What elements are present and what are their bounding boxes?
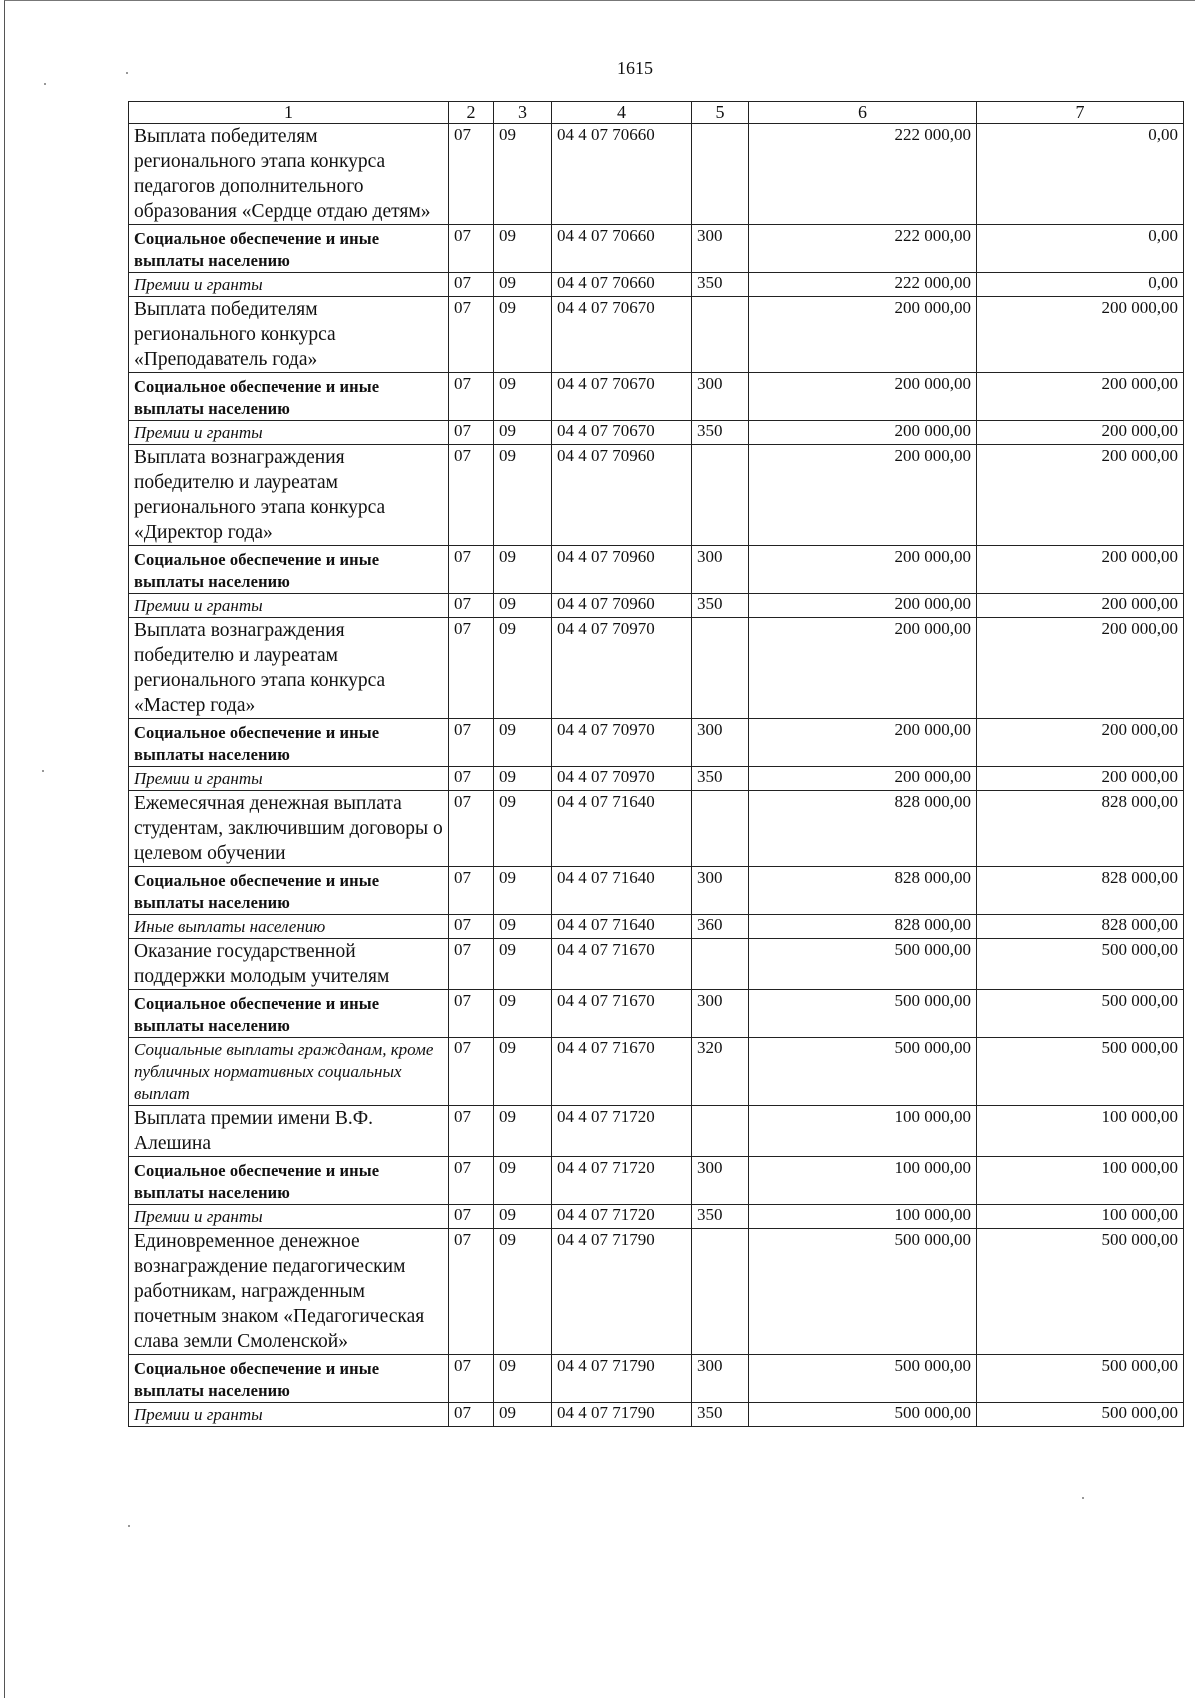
amount-col6: 200 000,00 [749,618,977,719]
subsection-code: 09 [494,273,552,297]
subsection-code: 09 [494,373,552,421]
amount-col7: 200 000,00 [977,546,1184,594]
section-code: 07 [449,915,494,939]
amount-col7: 200 000,00 [977,445,1184,546]
amount-col6: 200 000,00 [749,373,977,421]
amount-col6: 828 000,00 [749,791,977,867]
scan-speck [128,1525,130,1527]
table-row [129,1038,1184,1106]
amount-col7: 200 000,00 [977,618,1184,719]
section-code: 07 [449,1355,494,1403]
column-header: 3 [494,102,552,124]
section-code: 07 [449,1038,494,1106]
table-row [129,373,1184,421]
target-article-code: 04 4 07 71640 [552,791,692,867]
amount-col6: 828 000,00 [749,867,977,915]
amount-col7: 828 000,00 [977,915,1184,939]
amount-col7: 0,00 [977,273,1184,297]
amount-col6: 100 000,00 [749,1106,977,1157]
amount-col7: 500 000,00 [977,1229,1184,1355]
section-code: 07 [449,1229,494,1355]
amount-col6: 222 000,00 [749,225,977,273]
expense-type-code [692,1106,749,1157]
amount-col6: 200 000,00 [749,767,977,791]
expense-type-code [692,791,749,867]
column-header: 7 [977,102,1184,124]
subsection-code: 09 [494,445,552,546]
target-article-code: 04 4 07 71720 [552,1157,692,1205]
target-article-code: 04 4 07 70660 [552,124,692,225]
amount-col7: 100 000,00 [977,1106,1184,1157]
section-code: 07 [449,297,494,373]
amount-col7: 0,00 [977,124,1184,225]
amount-col7: 100 000,00 [977,1157,1184,1205]
section-code: 07 [449,421,494,445]
expense-type-code: 360 [692,915,749,939]
row-name: Выплата победителям регионального конкурса «Преподаватель года» [129,297,449,373]
target-article-code: 04 4 07 70670 [552,297,692,373]
expense-type-code [692,939,749,990]
subsection-code: 09 [494,719,552,767]
row-name: Социальное обеспечение и иные выплаты населению [129,990,449,1038]
target-article-code: 04 4 07 70670 [552,421,692,445]
table-row [129,867,1184,915]
table-body [129,124,1184,1427]
subsection-code: 09 [494,1403,552,1427]
table-row [129,421,1184,445]
column-header: 4 [552,102,692,124]
amount-col6: 200 000,00 [749,421,977,445]
expense-type-code: 300 [692,719,749,767]
row-name: Социальное обеспечение и иные выплаты населению [129,719,449,767]
subsection-code: 09 [494,225,552,273]
expense-type-code: 300 [692,225,749,273]
table-row [129,594,1184,618]
amount-col7: 500 000,00 [977,990,1184,1038]
row-name: Выплата вознаграждения победителю и лауреатам регионального этапа конкурса «Мастер года» [129,618,449,719]
scan-speck [42,770,44,772]
amount-col6: 500 000,00 [749,990,977,1038]
subsection-code: 09 [494,1355,552,1403]
expense-type-code: 320 [692,1038,749,1106]
section-code: 07 [449,990,494,1038]
row-name: Социальное обеспечение и иные выплаты населению [129,225,449,273]
table-row [129,297,1184,373]
expense-type-code [692,124,749,225]
amount-col6: 500 000,00 [749,939,977,990]
row-name: Социальное обеспечение и иные выплаты населению [129,1157,449,1205]
table-row [129,445,1184,546]
amount-col7: 828 000,00 [977,791,1184,867]
amount-col7: 200 000,00 [977,594,1184,618]
target-article-code: 04 4 07 71640 [552,915,692,939]
target-article-code: 04 4 07 70960 [552,546,692,594]
amount-col7: 200 000,00 [977,373,1184,421]
subsection-code: 09 [494,867,552,915]
table-row [129,273,1184,297]
row-name: Премии и гранты [129,1205,449,1229]
subsection-code: 09 [494,546,552,594]
row-name: Выплата премии имени В.Ф. Алешина [129,1106,449,1157]
amount-col7: 200 000,00 [977,767,1184,791]
amount-col7: 0,00 [977,225,1184,273]
amount-col6: 200 000,00 [749,719,977,767]
target-article-code: 04 4 07 71720 [552,1106,692,1157]
expense-type-code: 350 [692,1403,749,1427]
amount-col6: 100 000,00 [749,1157,977,1205]
target-article-code: 04 4 07 71720 [552,1205,692,1229]
subsection-code: 09 [494,791,552,867]
amount-col6: 500 000,00 [749,1403,977,1427]
expense-type-code: 350 [692,594,749,618]
expense-type-code: 350 [692,767,749,791]
table-row [129,618,1184,719]
section-code: 07 [449,939,494,990]
row-name: Ежемесячная денежная выплата студентам, заключившим договоры о целевом обучении [129,791,449,867]
target-article-code: 04 4 07 70970 [552,767,692,791]
subsection-code: 09 [494,767,552,791]
scan-speck [1082,1497,1084,1499]
target-article-code: 04 4 07 71790 [552,1403,692,1427]
table-row [129,767,1184,791]
amount-col7: 100 000,00 [977,1205,1184,1229]
amount-col6: 200 000,00 [749,546,977,594]
subsection-code: 09 [494,939,552,990]
amount-col6: 200 000,00 [749,594,977,618]
row-name: Премии и гранты [129,594,449,618]
expense-type-code: 300 [692,867,749,915]
row-name: Премии и гранты [129,421,449,445]
row-name: Социальное обеспечение и иные выплаты населению [129,1355,449,1403]
row-name: Оказание государственной поддержки молодым учителям [129,939,449,990]
subsection-code: 09 [494,421,552,445]
page-number: 1615 [617,58,653,78]
target-article-code: 04 4 07 70970 [552,719,692,767]
target-article-code: 04 4 07 71670 [552,1038,692,1106]
row-name: Единовременное денежное вознаграждение педагогическим работникам, награжденным почетным знаком «Педагогическая слава земли Смоленской» [129,1229,449,1355]
subsection-code: 09 [494,1038,552,1106]
section-code: 07 [449,273,494,297]
section-code: 07 [449,1106,494,1157]
table-row [129,1205,1184,1229]
amount-col6: 100 000,00 [749,1205,977,1229]
target-article-code: 04 4 07 71670 [552,939,692,990]
target-article-code: 04 4 07 71640 [552,867,692,915]
section-code: 07 [449,791,494,867]
subsection-code: 09 [494,124,552,225]
target-article-code: 04 4 07 70660 [552,225,692,273]
amount-col7: 500 000,00 [977,1403,1184,1427]
table-row [129,225,1184,273]
amount-col7: 200 000,00 [977,297,1184,373]
row-name: Социальное обеспечение и иные выплаты населению [129,546,449,594]
table-row [129,1229,1184,1355]
amount-col6: 828 000,00 [749,915,977,939]
amount-col7: 200 000,00 [977,421,1184,445]
table-row [129,124,1184,225]
row-name: Социальные выплаты гражданам, кроме публичных нормативных социальных выплат [129,1038,449,1106]
subsection-code: 09 [494,1229,552,1355]
section-code: 07 [449,1403,494,1427]
column-header: 6 [749,102,977,124]
row-name: Выплата победителям регионального этапа конкурса педагогов дополнительного образования «Сердце отдаю детям» [129,124,449,225]
expense-type-code: 300 [692,990,749,1038]
amount-col6: 222 000,00 [749,273,977,297]
expense-type-code: 350 [692,1205,749,1229]
table-row [129,1403,1184,1427]
amount-col6: 200 000,00 [749,445,977,546]
table-row [129,1157,1184,1205]
target-article-code: 04 4 07 71670 [552,990,692,1038]
row-name: Социальное обеспечение и иные выплаты населению [129,373,449,421]
target-article-code: 04 4 07 70970 [552,618,692,719]
section-code: 07 [449,1205,494,1229]
row-name: Премии и гранты [129,767,449,791]
amount-col7: 500 000,00 [977,1038,1184,1106]
row-name: Иные выплаты населению [129,915,449,939]
expense-type-code: 300 [692,546,749,594]
subsection-code: 09 [494,1205,552,1229]
expense-type-code: 300 [692,1157,749,1205]
subsection-code: 09 [494,297,552,373]
column-header-row [129,102,1184,124]
section-code: 07 [449,594,494,618]
section-code: 07 [449,618,494,719]
section-code: 07 [449,1157,494,1205]
table-row [129,915,1184,939]
subsection-code: 09 [494,915,552,939]
column-header: 1 [129,102,449,124]
section-code: 07 [449,719,494,767]
table-row [129,719,1184,767]
expense-type-code: 300 [692,373,749,421]
expense-type-code: 300 [692,1355,749,1403]
amount-col6: 500 000,00 [749,1355,977,1403]
table-row [129,546,1184,594]
expense-type-code: 350 [692,421,749,445]
expense-type-code [692,1229,749,1355]
section-code: 07 [449,767,494,791]
budget-table [128,101,1184,1427]
row-name: Социальное обеспечение и иные выплаты населению [129,867,449,915]
section-code: 07 [449,445,494,546]
target-article-code: 04 4 07 70960 [552,445,692,546]
subsection-code: 09 [494,594,552,618]
table-row [129,1355,1184,1403]
target-article-code: 04 4 07 71790 [552,1355,692,1403]
table-row [129,1106,1184,1157]
row-name: Премии и гранты [129,273,449,297]
expense-type-code [692,445,749,546]
table-row [129,990,1184,1038]
target-article-code: 04 4 07 70960 [552,594,692,618]
target-article-code: 04 4 07 71790 [552,1229,692,1355]
subsection-code: 09 [494,1157,552,1205]
column-header: 5 [692,102,749,124]
target-article-code: 04 4 07 70660 [552,273,692,297]
row-name: Премии и гранты [129,1403,449,1427]
row-name: Выплата вознаграждения победителю и лауреатам регионального этапа конкурса «Директор года» [129,445,449,546]
table-row [129,939,1184,990]
amount-col6: 500 000,00 [749,1229,977,1355]
section-code: 07 [449,124,494,225]
section-code: 07 [449,546,494,594]
section-code: 07 [449,867,494,915]
amount-col6: 500 000,00 [749,1038,977,1106]
amount-col7: 500 000,00 [977,939,1184,990]
scan-speck [44,83,46,85]
column-header: 2 [449,102,494,124]
amount-col6: 200 000,00 [749,297,977,373]
section-code: 07 [449,225,494,273]
amount-col7: 500 000,00 [977,1355,1184,1403]
section-code: 07 [449,373,494,421]
subsection-code: 09 [494,618,552,719]
expense-type-code: 350 [692,273,749,297]
target-article-code: 04 4 07 70670 [552,373,692,421]
expense-type-code [692,618,749,719]
subsection-code: 09 [494,1106,552,1157]
subsection-code: 09 [494,990,552,1038]
table-row [129,791,1184,867]
amount-col7: 828 000,00 [977,867,1184,915]
amount-col7: 200 000,00 [977,719,1184,767]
expense-type-code [692,297,749,373]
amount-col6: 222 000,00 [749,124,977,225]
